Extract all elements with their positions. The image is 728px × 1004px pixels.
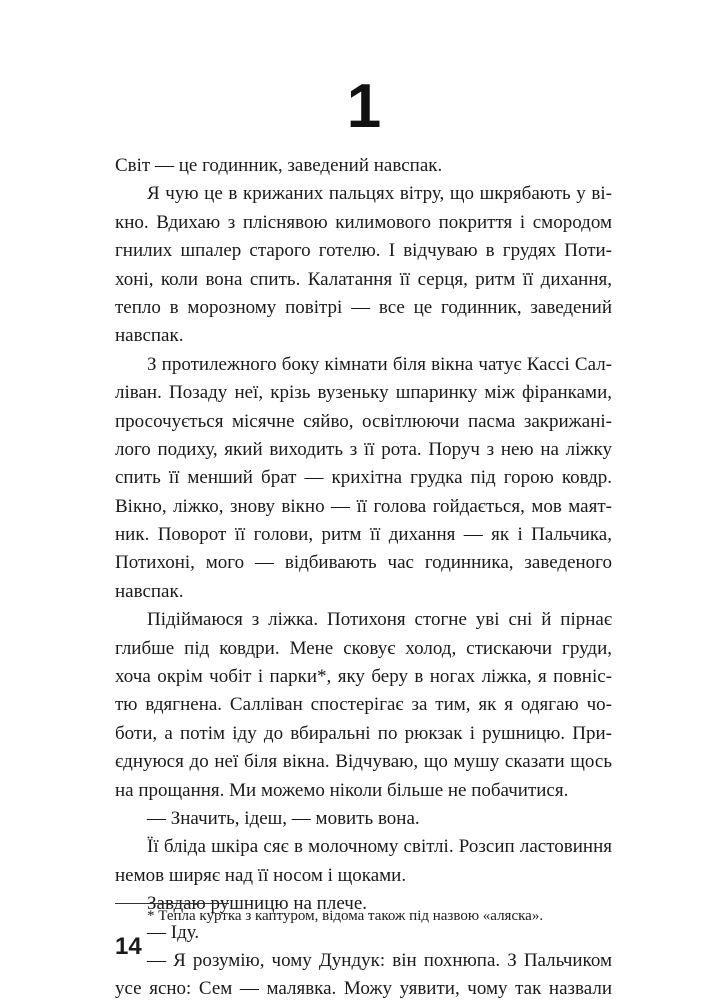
text-line: на прощання. Ми можемо ніколи більше не побачитися. <box>115 779 569 801</box>
text-line: навспак. <box>115 325 184 347</box>
text-line: Світ — це годинник, заведений навспак. <box>115 155 443 176</box>
text-line: боти, а потім іду до вбиральні по рюкзак і рушницю. При- <box>115 722 612 744</box>
page-number: 14 <box>115 933 142 960</box>
text-line: Я чую це в крижаних пальцях вітру, що шкрябають у ві- <box>147 183 612 205</box>
footnote-divider <box>115 903 229 904</box>
text-line: — Значить, ідеш, — мовить вона. <box>147 807 420 829</box>
text-line: кно. Вдихаю з пліснявою килимового покриття і смородом <box>115 211 612 233</box>
text-line: усе ясно: Сем — малявка. Можу уявити, чому так назвали <box>115 978 612 1000</box>
text-line: Вікно, ліжко, знову вікно — її голова гойдається, мов маят- <box>115 495 612 517</box>
text-line: глибше під ковдри. Мене сковує холод, стискаючи груди, <box>115 637 612 659</box>
footnote: * Тепла куртка з каптуром, відома також під назвою «аляска». <box>147 908 544 924</box>
text-line: З протилежного боку кімнати біля вікна чатує Кассі Сал- <box>147 353 612 375</box>
text-line: тепло в морозному повітрі — все це годинник, заведений <box>115 296 612 318</box>
text-line: Потихоні, мого — відбивають час годинника, заведеного <box>115 552 612 574</box>
text-line: Підіймаюся з ліжка. Потихоня стогне уві сні й пірнає <box>147 609 612 631</box>
text-line: тю вдягнена. Салліван спостерігає за тим, як я одягаю чо- <box>115 694 612 716</box>
text-line: немов ширяє над її носом і щоками. <box>115 864 407 886</box>
text-line: лого подиху, який виходить з її рота. Поруч з нею на ліжку <box>115 438 612 460</box>
text-line: гнилих шпалер старого готелю. І відчуваю в грудях Поти- <box>115 240 612 262</box>
text-line: ник. Поворот її голови, ритм її дихання — як і Пальчика, <box>115 524 612 546</box>
text-line: ліван. Позаду неї, крізь вузеньку шпаринку між фіранками, <box>115 382 612 404</box>
text-line: просочується місячне сяйво, освітлюючи пасма закрижані- <box>115 410 612 432</box>
text-line: — Я розумію, чому Дундук: він похнюпа. З Пальчиком <box>147 949 612 971</box>
body-text <box>115 152 612 1004</box>
text-line: єднуюся до неї біля вікна. Відчуваю, що мушу сказати щось <box>115 751 612 773</box>
chapter-number: 1 <box>346 72 382 141</box>
text-line: Її бліда шкіра сяє в молочному світлі. Розсип ластовиння <box>147 836 612 858</box>
text-line: Завдаю рушницю на плече. <box>147 893 368 915</box>
text-line: — Іду. <box>147 921 200 943</box>
text-line: спить її менший брат — крихітна грудка під горою ковдр. <box>115 467 612 489</box>
text-line: навспак. <box>115 580 184 602</box>
text-line: хоні, коли вона спить. Калатання її серця, ритм її дихання, <box>115 268 612 290</box>
text-line: хоча окрім чобіт і парки*, яку беру в ногах ліжка, я повніс- <box>115 666 612 688</box>
